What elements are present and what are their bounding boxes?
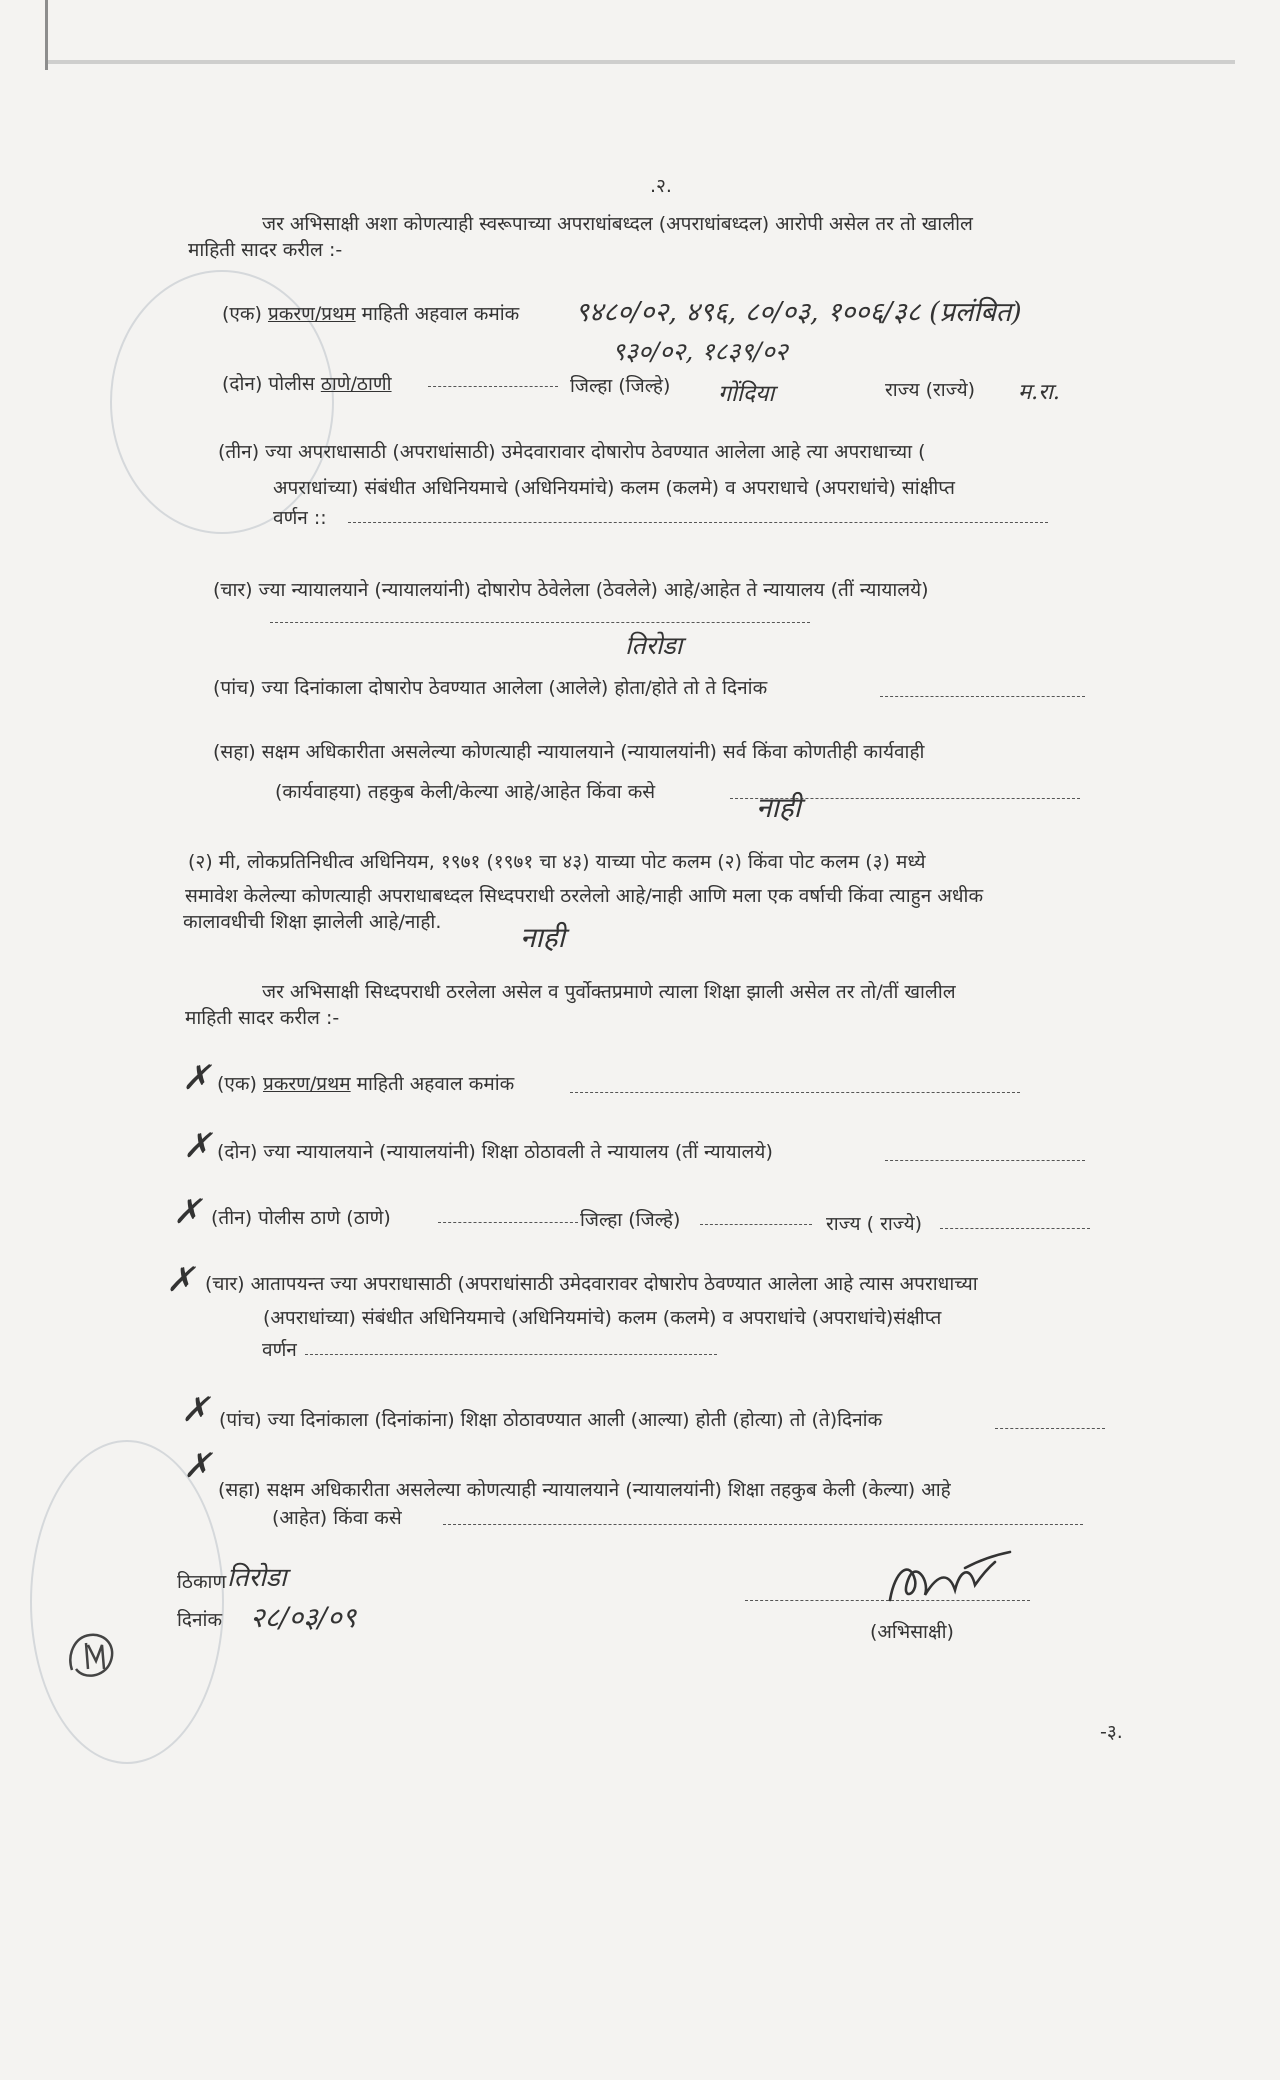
s2-char-line1: (चार) आतापयन्त ज्या अपराधासाठी (अपराधांसाठी उमेदवारावर दोषारोप ठेवण्यात आलेला आहे त्यास अपराधाच्या [205, 1273, 978, 1295]
s1-ek-handwritten-2: ९३०/०२, १८३९/०२ [612, 337, 788, 366]
s2-ek-prefix: (एक) [217, 1073, 257, 1095]
s1-teen-line3: वर्णन :: [273, 507, 327, 529]
s2-char-line3: वर्णन [262, 1339, 297, 1361]
s1-don-jilha: जिल्हा (जिल्हे) [570, 375, 671, 397]
s1-teen-line1: (तीन) ज्या अपराधासाठी (अपराधांसाठी) उमेदवारावार दोषारोप ठेवण्यात आलेला आहे त्या अपराधाच्या ( [218, 441, 926, 463]
blank-line [428, 386, 558, 387]
s1-don-label: ठाणे/ठाणी [320, 373, 392, 395]
intro-2-line2: माहिती सादर करील :- [185, 1007, 340, 1029]
s1-char-line1: (चार) ज्या न्यायालयाने (न्यायालयांनी) दोषारोप ठेवेलेला (ठेवलेले) आहे/आहेत ते न्यायालय (तीं न्यायालये) [213, 579, 929, 601]
s1-ek-prefix: (एक) [222, 303, 262, 325]
signature-caption: (अभिसाक्षी) [870, 1621, 954, 1643]
s1-don [222, 372, 392, 396]
s1-don-handwritten-rajya: म.रा. [1018, 380, 1060, 405]
s1-ek-label: प्रकरण/प्रथम [267, 303, 356, 325]
intro-2-line1: जर अभिसाक्षी सिध्दपराधी ठरलेला असेल व पुर्वोक्तप्रमाणे त्याला शिक्षा झाली असेल तर तो/तीं खालील [262, 981, 956, 1003]
s2-saha-line2: (आहेत) किंवा कसे [272, 1507, 402, 1529]
para2-line2: समावेश केलेल्या कोणत्याही अपराधाबध्दल सिध्दपराधी ठरलेलो आहे/नाही आणि मला एक वर्षाची किंवा त्याहुन अधीक [185, 885, 984, 907]
faint-stamp-bottom [30, 1440, 227, 1764]
footer-thikan-label: ठिकाण [177, 1571, 227, 1593]
scan-edge [45, 0, 48, 70]
blank-line [270, 622, 810, 623]
blank-line [438, 1222, 578, 1223]
page-number-bottom: -३. [1100, 1721, 1123, 1743]
intro-1-line1: जर अभिसाक्षी अशा कोणत्याही स्वरूपाच्या अपराधांबध्दल (अपराधांबध्दल) आरोपी असेल तर तो खालील [262, 213, 973, 235]
blank-line [700, 1224, 812, 1225]
footer-dinank-handwritten: २८/०३/०९ [250, 1601, 357, 1634]
s1-don-handwritten-jilha: गोंदिया [718, 381, 775, 407]
initials-mark [62, 1625, 132, 1685]
s2-panch-line: (पांच) ज्या दिनांकाला (दिनांकांना) शिक्षा ठोठावण्यात आली (आल्या) होती (होत्या) तो (ते)दिनांक [219, 1409, 883, 1431]
blank-line [348, 522, 1048, 523]
cross-mark: ✗ [183, 1446, 212, 1486]
page-number-top: .२. [650, 175, 672, 197]
s2-char-line2: (अपराधांच्या) संबंधीत अधिनियमाचे (अधिनियमांचे) कलम (कलमे) व अपराधांचे (अपराधांचे)संक्षीप्त [263, 1307, 942, 1329]
s2-saha-line1: (सहा) सक्षम अधिकारीता असलेल्या कोणत्याही न्यायालयाने (न्यायालयांनी) शिक्षा तहकुब केली (केल्या) आहे [218, 1479, 951, 1501]
footer-thikan-handwritten: तिरोडा [227, 1563, 287, 1593]
intro-1-line2: माहिती सादर करील :- [188, 239, 343, 261]
s1-saha-handwritten: नाही [756, 791, 801, 824]
blank-line [305, 1354, 717, 1355]
s2-teen-a: (तीन) पोलीस ठाणे (ठाणे) [211, 1207, 391, 1229]
blank-line [940, 1228, 1090, 1229]
s2-ek-suffix: माहिती अहवाल कमांक [356, 1073, 515, 1095]
blank-line [995, 1428, 1105, 1429]
s1-saha-line1: (सहा) सक्षम अधिकारीता असलेल्या कोणत्याही न्यायालयाने (न्यायालयांनी) सर्व किंवा कोणतीही कार्यवाही [213, 741, 925, 763]
s1-teen-line2: अपराधांच्या) संबंधीत अधिनियमाचे (अधिनियमांचे) कलम (कलमे) व अपराधाचे (अपराधांचे) सांक्षीप्त [273, 477, 955, 499]
s1-panch-line: (पांच) ज्या दिनांकाला दोषारोप ठेवण्यात आलेला (आलेले) होता/होते तो ते दिनांक [213, 677, 768, 699]
signature-line [745, 1600, 1030, 1601]
cross-mark: ✗ [173, 1192, 202, 1232]
cross-mark: ✗ [166, 1260, 195, 1300]
blank-line [443, 1524, 1083, 1525]
para2-handwritten: नाही [520, 921, 565, 954]
footer-dinank-label: दिनांक [177, 1609, 223, 1631]
blank-line [570, 1092, 1020, 1093]
para2-line1: (२) मी, लोकप्रतिनिधीत्व अधिनियम, १९७१ (१९७१ चा ४३) याच्या पोट कलम (२) किंवा पोट कलम (३) मध्ये [188, 851, 926, 873]
s2-teen-c: राज्य ( राज्ये) [826, 1213, 923, 1235]
s2-ek-label: प्रकरण/प्रथम [262, 1073, 351, 1095]
s1-char-handwritten: तिरोडा [625, 631, 683, 660]
blank-line [880, 696, 1085, 697]
s1-ek [222, 302, 519, 326]
s2-teen-b: जिल्हा (जिल्हे) [580, 1209, 681, 1231]
scan-edge [45, 60, 1235, 64]
s1-ek-handwritten-1: ९४८०/०२, ४९६, ८०/०३, १००६/३८ (प्रलंबित) [575, 297, 1022, 328]
s1-don-prefix: (दोन) पोलीस [222, 373, 315, 395]
signature-image [870, 1540, 1040, 1620]
para2-line3: कालावधीची शिक्षा झालेली आहे/नाही. [183, 911, 442, 933]
s2-don-line: (दोन) ज्या न्यायालयाने (न्यायालयांनी) शिक्षा ठोठावली ते न्यायालय (तीं न्यायालये) [217, 1141, 773, 1163]
s1-ek-suffix: माहिती अहवाल कमांक [361, 303, 520, 325]
s1-saha-line2: (कार्यवाहया) तहकुब केली/केल्या आहे/आहेत किंवा कसे [275, 781, 656, 803]
cross-mark: ✗ [183, 1126, 212, 1166]
s2-ek [217, 1072, 514, 1096]
cross-mark: ✗ [182, 1058, 211, 1098]
cross-mark: ✗ [181, 1390, 210, 1430]
s1-don-rajya: राज्य (राज्ये) [885, 379, 976, 401]
blank-line [885, 1160, 1085, 1161]
